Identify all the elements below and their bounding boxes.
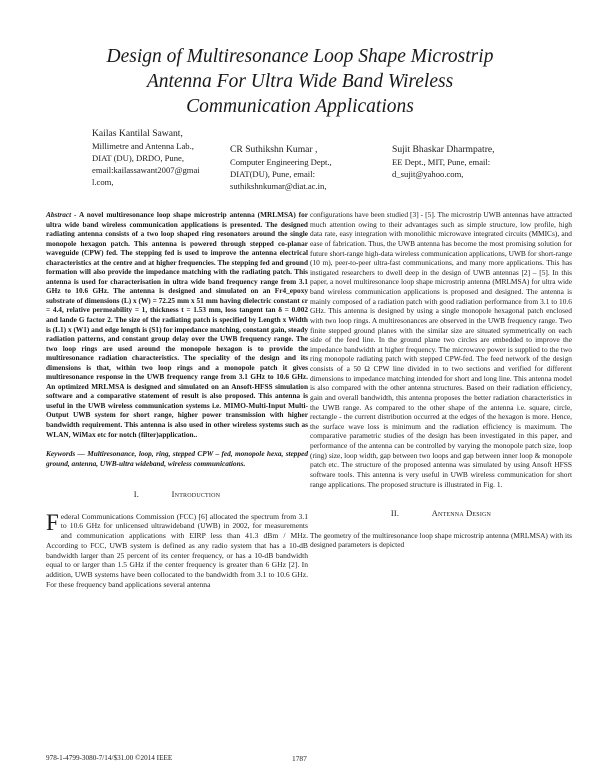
author-block-1 xyxy=(92,128,222,188)
title-line: Communication Applications xyxy=(186,96,414,117)
intro-paragraph xyxy=(46,509,308,590)
author-email: l.com, xyxy=(92,177,114,187)
author-affiliation: DIAT(DU), Pune, email: xyxy=(230,169,315,179)
title-line: Antenna For Ultra Wide Band Wireless xyxy=(146,71,454,92)
paper-title xyxy=(60,44,540,119)
abstract-label: Abstract - xyxy=(46,210,77,219)
body-paragraph: configurations have been studied [3] - [5]. The microstrip UWB antennas have attracted much attention owing to their advantages such as simple structure, low profile, high data rate, easy integration with monolithic microwave integrated circuits (MMICs), and ease of fabrication. Thus, the UWB antenna has become the most promising solution for future short-range high-data wireless communication applications, UWB for short-range (10 m), peer-to-peer ultra-fast communications, and many more applications. This has instigated researchers to dwell deep in the design of UWB antennas [2] – [5]. In this paper, a novel multiresonance loop shape microstrip antenna (MRLMSA) for ultra wide band wireless communication applications is proposed and designed. The antenna is mainly composed of a radiation patch with good radiation performance from 3.1 to 10.6 GHz. This antenna is designed by using a single monopole hexagonal patch enclosed with two loop rings. A multiresonances are observed in the UWB frequency range. Two finite stepped ground planes with the similar size are situated symmetrically on each side of the feed line. In the ground plane two circles are embedded to improve the impedance bandwidth at higher frequency. The microwave power is supplied to the two ring monopole radiating patch with stepped CPW-fed. The feed network of the design consists of a 50 Ω CPW line divided in to two sections and verified for different dimensions to impedance matching intended for short and long line. This antenna model is also compared with the other antenna structures. Based on their radiation efficiency, gain and overall bandwidth, this antenna proposes the better radiation characteristics in the UWB range. As compared to the other shape of the antenna i.e. square, circle, rectangle - the current distribution occurred at the edges of the hexagon is more. Hence, the surface wave loss is minimum and the radiation efficiency is maximum. The comparative parametric studies of the design has been investigated in this paper, and performance of the antenna can be controlled by varying the monopole patch size, loop (ring) size, loop width, gap between two loops and gap between inner loop & monopole patch etc. The structure of the proposed antenna was simulated by using Ansoft HFSS software tools. This antenna is very useful in UWB wireless communication for short range applications. The proposed structure is illustrated in Fig. 1. xyxy=(310,210,572,489)
page-number: 1787 xyxy=(292,754,307,763)
author-affiliation: EE Dept., MIT, Pune, email: xyxy=(392,157,491,167)
author-email: email:kailassawant2007@gmai xyxy=(92,165,200,175)
author-name: Kailas Kantilal Sawant, xyxy=(92,128,183,139)
drop-cap: F xyxy=(46,509,59,535)
section2-paragraph: The geometry of the multiresonance loop shape microstrip antenna (MRLMSA) with its designed parameters is depicted xyxy=(310,530,572,550)
left-column xyxy=(46,210,308,589)
right-column xyxy=(310,210,572,550)
section-title: Antenna Design xyxy=(431,509,492,519)
intro-text: ederal Communications Commission (FCC) [6] allocated the spectrum from 3.1 to 10.6 GHz for unlicensed ultrawideband (UWB) in 2002, for measurements and communication applications with EIRP less than 41.3 dBm / MHz. According to FCC, UWB system is defined as any radio system that has a 10-dB bandwidth larger than 25 percent of its center frequency, or has a 10-dB bandwidth equal to or larger than 1.5 GHz if the center frequency is greater than 6 GHz [2]. In addition, UWB systems have been collocated to the bandwidth from 3.1 to 10.6 GHz. For these frequency band applications several antenna xyxy=(46,511,308,589)
author-name: CR Suthikshn Kumar , xyxy=(230,144,318,155)
section-heading-introduction xyxy=(46,490,308,500)
abstract xyxy=(46,210,308,439)
section-title: Introduction xyxy=(171,490,221,500)
section-number: I. xyxy=(133,490,140,500)
author-affiliation: Millimetre and Antenna Lab., xyxy=(92,141,194,151)
title-line: Design of Multiresonance Loop Shape Microstrip xyxy=(106,46,494,67)
author-affiliation: Computer Engineering Dept., xyxy=(230,157,332,167)
author-block-2 xyxy=(230,144,380,192)
author-email: suthikshnkumar@diat.ac.in, xyxy=(230,181,327,191)
abstract-text: A novel multiresonance loop shape microstrip antenna (MRLMSA) for ultra wide band wireless communication applications is presented. The designed radiating antenna consists of a two loop shaped ring resonators around the single monopole hexagon patch. This antenna is powered through stepped co-planar waveguide (CPW) fed. The stepping fed is used to improve the antenna electrical characteristics at the centre and at higher frequencies. The stepping fed and ground formation will also provide the impedance matching with the radiating patch. This antenna is used for characterisation in ultra wide band frequency range from 3.1 GHz to 10.6 GHz. The antenna is designed and simulated on an Fr4_epoxy substrate of dimensions (L) x (W) = 72.25 mm x 51 mm having dielectric constant εr = 4.4, relative permeability = 1, thickness t = 1.53 mm, loss tangent tan δ = 0.002 and lande G factor 2. The size of the radiating patch is specified by Length x Width is (L1) x (W1) and edge length is (S1) for impedance matching, constant gain, steady radiation patterns, and constant group delay over the UWB frequency range. The two loop rings are used around the monopole hexagon is to provide the multiresonance radiation characteristics. The speciality of the design and its dimensions is that, within two loop rings and a monopole patch it gives multiresonance response in the UWB frequency range from 3.1 GHz to 10.6 GHz. An optimized MRLMSA is designed and simulated on an Ansoft-HFSS simulation software and a comparative statement of result is also proposed. This antenna is useful in the UWB wireless communication systems i.e. MIMO-Multi-Input Multi-Output UWB system for short range, higher power transmission with higher bandwidth requirement. This antenna is also used in other wireless systems such as WLAN, WiMax etc for notch (filter)application.. xyxy=(46,210,308,439)
author-name: Sujit Bhaskar Dharmpatre, xyxy=(392,144,495,155)
keywords: Keywords — Multiresonance, loop, ring, stepped CPW – fed, monopole hexa, stepped ground, antenna, UWB-ultra wideband, wireless communications. xyxy=(46,449,308,468)
section-number: II. xyxy=(390,509,400,519)
author-block-3 xyxy=(392,144,542,180)
author-email: d_sujit@yahoo.com, xyxy=(392,169,464,179)
section-heading-antenna-design xyxy=(310,509,572,519)
footer-copyright: 978-1-4799-3080-7/14/$31.00 ©2014 IEEE xyxy=(46,754,173,762)
author-affiliation: DIAT (DU), DRDO, Pune, xyxy=(92,153,184,163)
